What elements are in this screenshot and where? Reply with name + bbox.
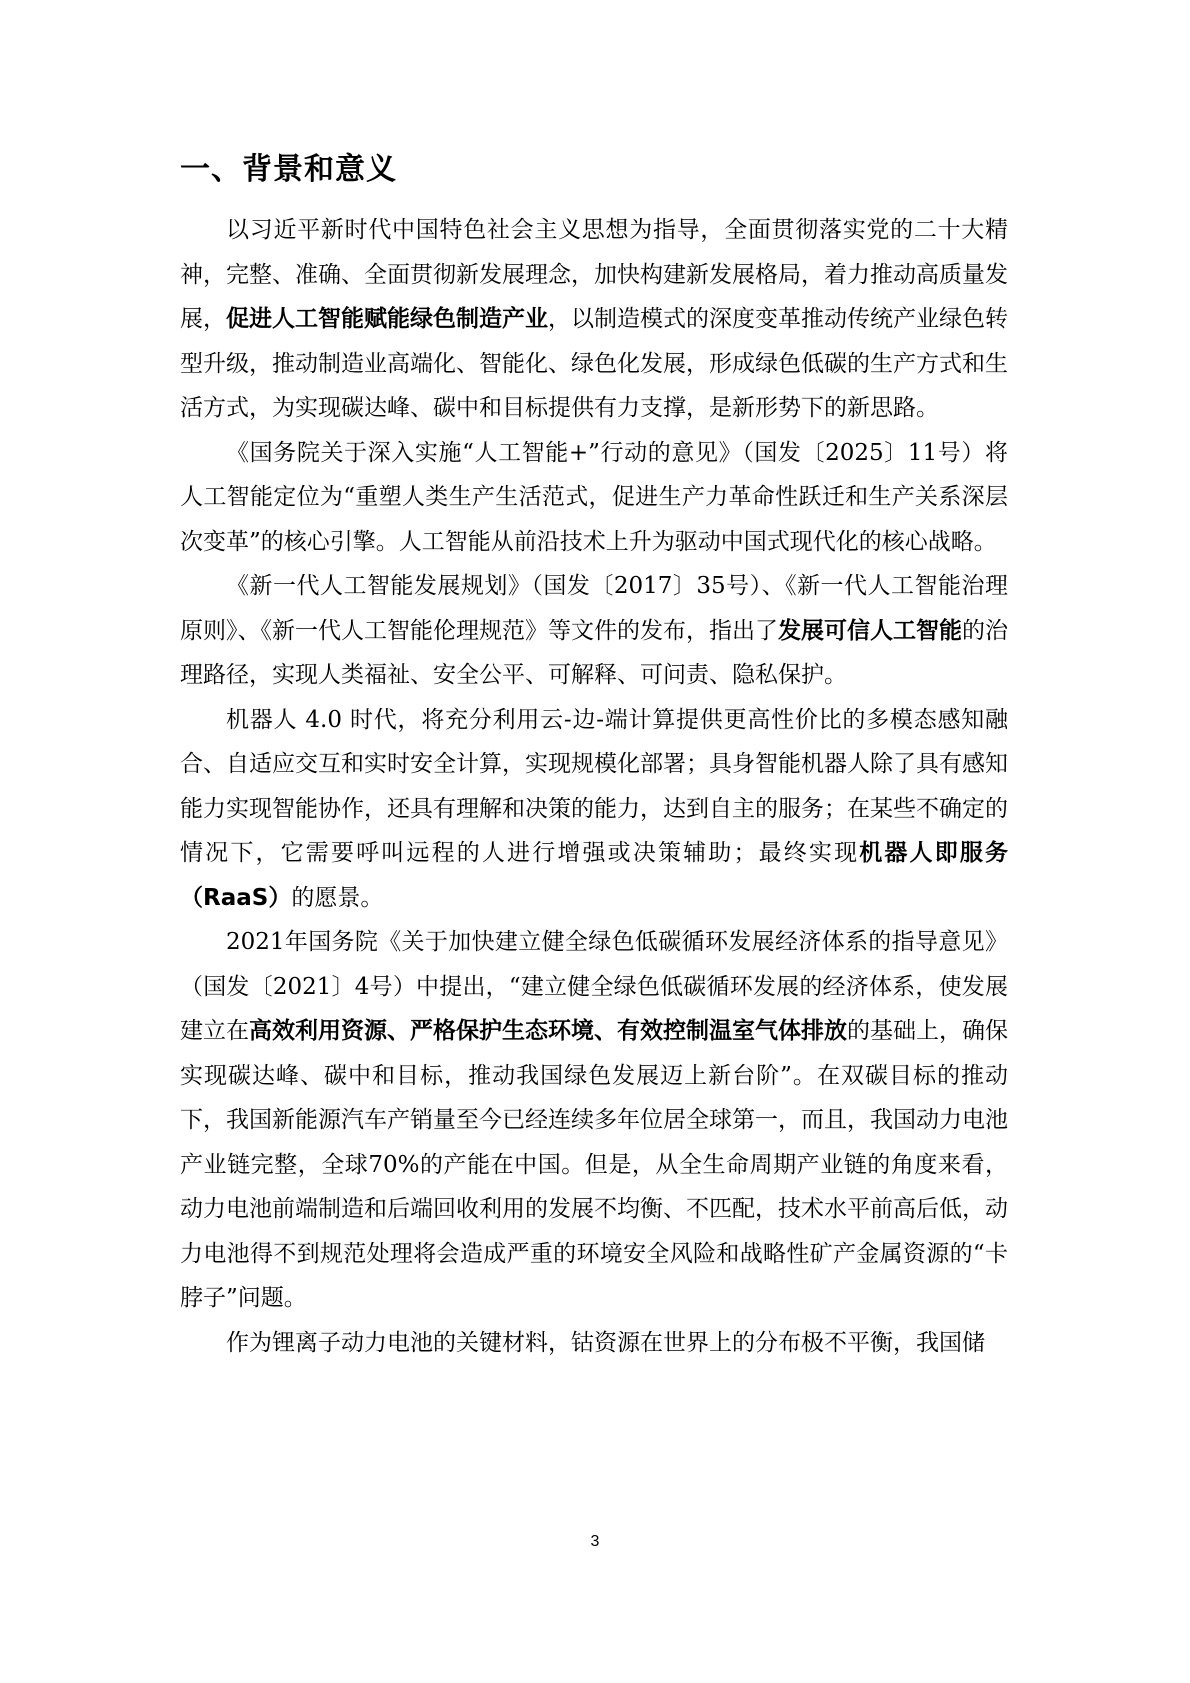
paragraph [180,208,1008,431]
text-segment: 《国务院关于深入实施“人工智能+”行动的意见》（国发〔2025〕11号）将人工智能定位为“重塑人类生产生活范式，促进生产力革命性跃迁和生产关系深层次变革”的核心引擎。人工智能从前沿技术上升为驱动中国式现代化的核心战略。 [180,439,1008,555]
bold-text-segment: 机器人即服务（RaaS） [180,840,1008,911]
text-segment: 以习近平新时代中国特色社会主义思想为指导，全面贯彻落实党的二十大精神，完整、准确、全面贯彻新发展理念，加快构建新发展格局，着力推动高质量发展， [180,217,1008,332]
section-title: 一、背景和意义 [180,152,397,187]
paragraph [180,1321,1008,1366]
bold-text-segment: 高效利用资源、严格保护生态环境、有效控制温室气体排放 [249,1018,847,1044]
text-segment: 的愿景。 [291,884,384,911]
text-segment: 作为锂离子动力电池的关键材料，钴资源在世界上的分布极不平衡，我国储 [226,1329,985,1356]
text-segment: 的治理路径，实现人类福祉、安全公平、可解释、可问责、隐私保护。 [180,617,1008,688]
text-segment: 《新一代人工智能发展规划》（国发〔2017〕35号）、《新一代人工智能治理原则》、《新一代人工智能伦理规范》等文件的发布，指出了 [180,573,1008,644]
page-number: 3 [590,1533,600,1550]
bold-text-segment: 促进人工智能赋能绿色制造产业 [226,306,548,332]
bold-text-segment: 发展可信人工智能 [778,617,962,644]
paragraph [180,564,1008,698]
paragraph [180,920,1008,1321]
body-text [180,208,1008,1365]
paragraph [180,431,1008,565]
text-segment: 机器人 4.0 时代，将充分利用云-边-端计算提供更高性价比的多模态感知融合、自适应交互和实时安全计算，实现规模化部署；具身智能机器人除了具有感知能力实现智能协作，还具有理解和决策的能力，达到自主的服务；在某些不确定的情况下，它需要呼叫远程的人进行增强或决策辅助；最终实现 [180,706,1008,866]
paragraph [180,698,1008,921]
text-segment: 2021年国务院《关于加快建立健全绿色低碳循环发展经济体系的指导意见》（国发〔2021〕4号）中提出，“建立健全绿色低碳循环发展的经济体系，使发展建立在 [180,929,1008,1044]
page-content [180,150,1008,1365]
text-segment: 的基础上，确保实现碳达峰、碳中和目标，推动我国绿色发展迈上新台阶”。在双碳目标的推动下，我国新能源汽车产销量至今已经连续多年位居全球第一，而且，我国动力电池产业链完整，全球70%的产能在中国。但是，从全生命周期产业链的角度来看，动力电池前端制造和后端回收利用的发展不均衡、不匹配，技术水平前高后低，动力电池得不到规范处理将会造成严重的环境安全风险和战略性矿产金属资源的“卡脖子”问题。 [180,1018,1008,1311]
text-segment: ，以制造模式的深度变革推动传统产业绿色转型升级，推动制造业高端化、智能化、绿色化发展，形成绿色低碳的生产方式和生活方式，为实现碳达峰、碳中和目标提供有力支撑，是新形势下的新思路。 [180,306,1008,421]
